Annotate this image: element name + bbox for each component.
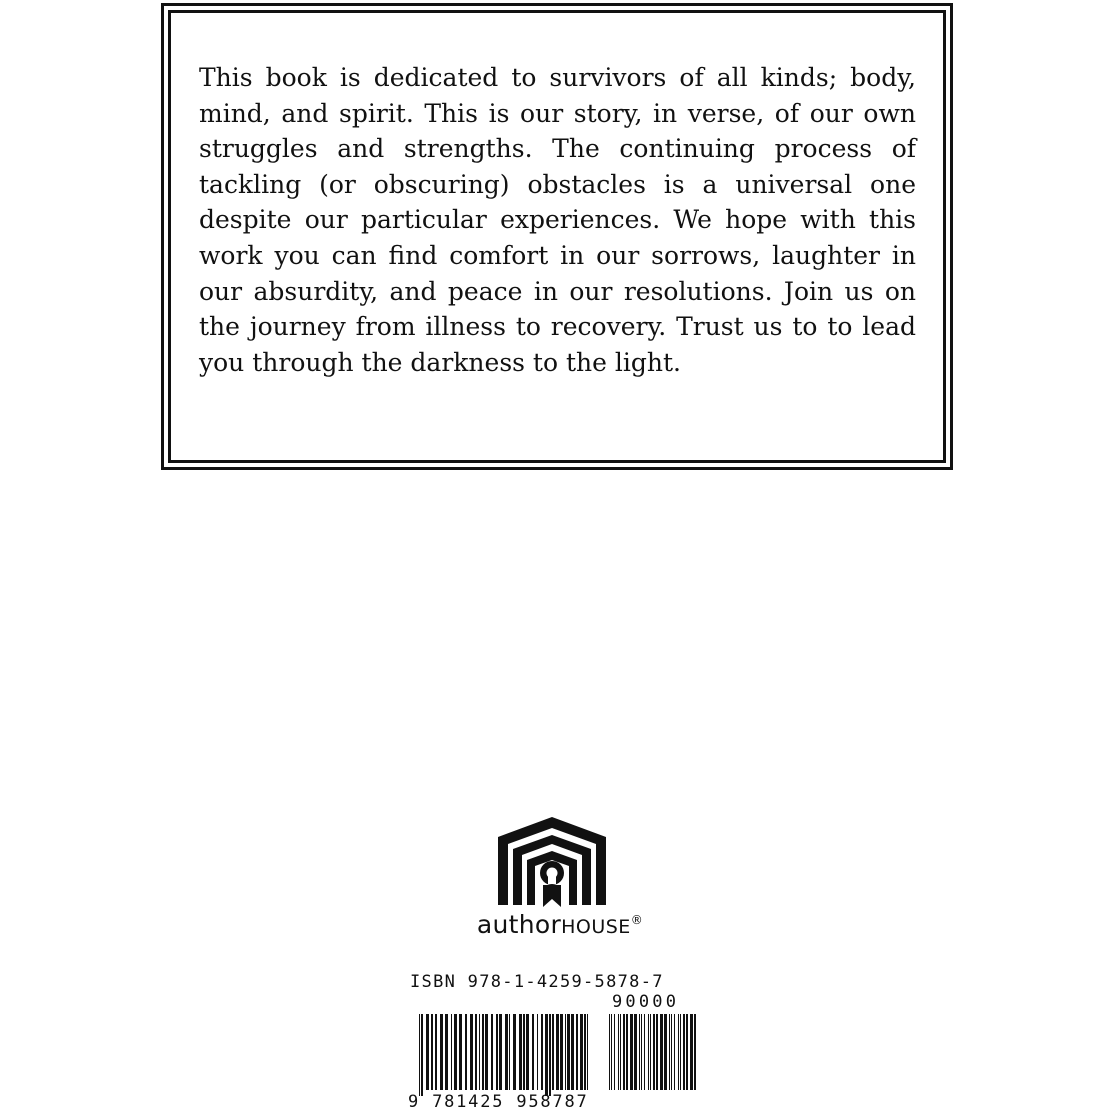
barcode-bar: [611, 1014, 612, 1090]
barcode-bar: [465, 1014, 467, 1090]
barcode-bar: [580, 1014, 583, 1090]
barcode-bar: [496, 1014, 498, 1090]
barcode-bar: [683, 1014, 685, 1090]
barcode-bar: [653, 1014, 655, 1090]
barcode-bar: [435, 1014, 437, 1090]
dedication-blurb: This book is dedicated to survivors of all kinds; body, mind, and spirit. This is our story, in verse, of our own struggles and strengths. The continuing process of tackling (or obscuring) obstacles is a universal one despite our particular experiences. We hope with this work you can find comfort in our sorrows, laughter in our absurdity, and peace in our resolutions. Join us on the journey from illness to recovery. Trust us to to lead you through the darkness to the light.: [199, 63, 916, 377]
barcode-bar: [623, 1014, 625, 1090]
barcode-bar: [669, 1014, 670, 1090]
barcode-bar: [421, 1014, 423, 1096]
barcode-bar: [678, 1014, 679, 1090]
barcode-bar: [560, 1014, 563, 1090]
barcode-bar: [630, 1014, 633, 1090]
barcode-bar: [552, 1014, 554, 1090]
addon-barcode: [608, 1014, 696, 1096]
barcode-bar: [537, 1014, 538, 1090]
registered-mark: ®: [630, 913, 644, 927]
barcode-bar: [454, 1014, 457, 1090]
publisher-name-part2: HOUSE: [561, 916, 631, 938]
barcode-bar: [519, 1014, 522, 1090]
barcode-digits: 9 781425 958787: [408, 1092, 589, 1112]
barcode-bar: [541, 1014, 543, 1090]
barcode-bar: [565, 1014, 566, 1090]
barcode-bar: [690, 1014, 693, 1090]
authorhouse-logo-icon: [496, 815, 608, 909]
barcode-bar: [641, 1014, 642, 1090]
publisher-name-part1: author: [476, 910, 562, 939]
barcode-bar: [671, 1014, 672, 1090]
barcode-bar: [650, 1014, 651, 1090]
barcode-bar: [445, 1014, 448, 1090]
barcode-bar: [576, 1014, 578, 1090]
barcode-bar: [523, 1014, 525, 1090]
barcode-bar: [680, 1014, 681, 1090]
barcode-bar: [567, 1014, 570, 1090]
barcode-bar: [479, 1014, 480, 1090]
barcode-bar: [571, 1014, 574, 1090]
barcode-bar: [656, 1014, 658, 1090]
barcode-bar: [426, 1014, 429, 1090]
barcode-bar: [459, 1014, 462, 1090]
barcode-bar: [686, 1014, 688, 1090]
barcode-bar: [505, 1014, 508, 1090]
barcode-bar: [618, 1014, 619, 1090]
barcode-bar: [440, 1014, 443, 1090]
isbn-label: ISBN 978-1-4259-5878-7: [410, 972, 664, 992]
price-code: 90000: [612, 992, 680, 1012]
publisher-name: [440, 910, 680, 939]
barcode-bar: [620, 1014, 621, 1090]
barcode-bar: [509, 1014, 510, 1090]
barcode-bar: [482, 1014, 484, 1090]
barcode-bar: [470, 1014, 473, 1090]
barcode-bar: [639, 1014, 640, 1090]
barcode-bar: [513, 1014, 516, 1090]
barcode-bar: [674, 1014, 675, 1090]
barcode-bar: [499, 1014, 502, 1090]
barcode-bar: [634, 1014, 637, 1090]
barcode-bar: [648, 1014, 649, 1090]
barcode-bar: [614, 1014, 615, 1090]
barcode-bar: [694, 1014, 696, 1090]
barcode-bar: [644, 1014, 645, 1090]
barcode-bar: [451, 1014, 452, 1090]
barcode-bar: [584, 1014, 586, 1090]
barcode-bar: [549, 1014, 551, 1096]
barcode-bar: [626, 1014, 628, 1090]
barcode-bar: [609, 1014, 610, 1090]
barcode-bar: [664, 1014, 667, 1090]
barcode-bar: [556, 1014, 559, 1090]
barcode-bar: [431, 1014, 433, 1090]
barcode-bar: [475, 1014, 477, 1090]
barcode-bar: [545, 1014, 548, 1096]
barcode-bar: [660, 1014, 663, 1090]
barcode-bar: [532, 1014, 534, 1090]
ean-barcode: [418, 1014, 590, 1096]
barcode-bar: [587, 1014, 588, 1090]
barcode-bar: [491, 1014, 493, 1090]
barcode-bar: [485, 1014, 488, 1090]
barcode-bar: [419, 1014, 420, 1096]
barcode-bar: [526, 1014, 529, 1090]
